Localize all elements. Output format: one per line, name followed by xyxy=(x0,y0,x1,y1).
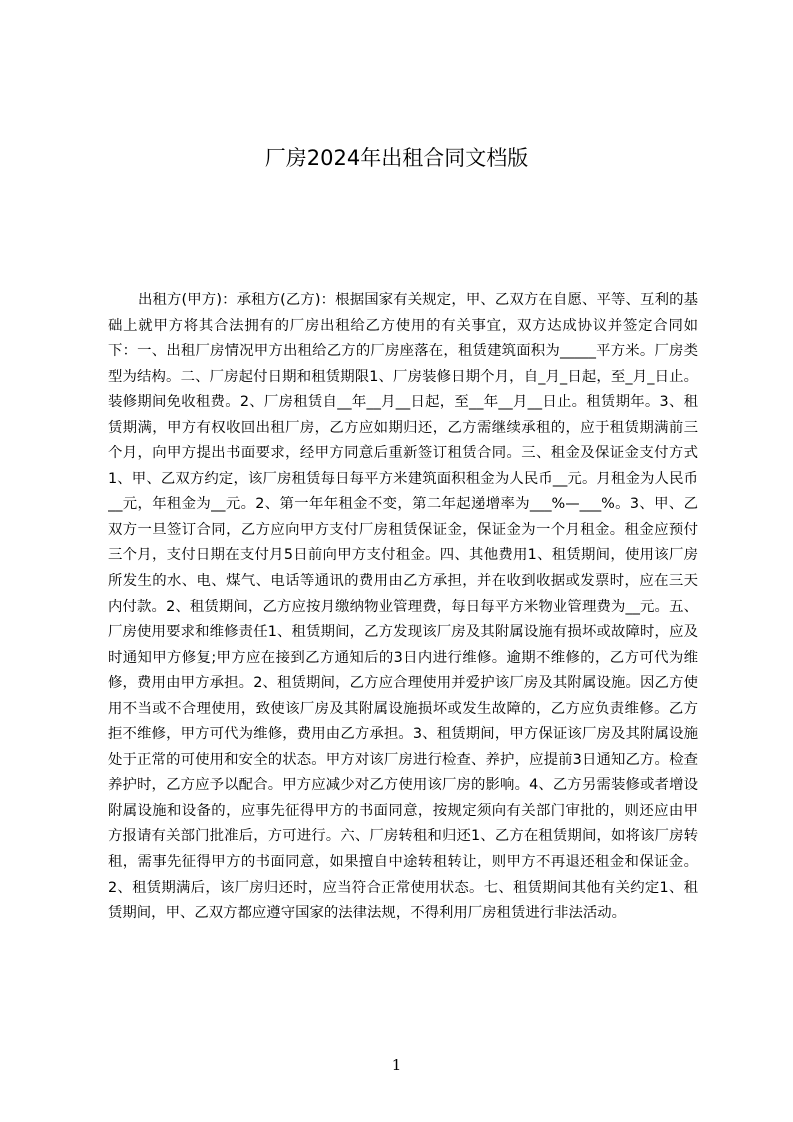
document-body: 出租方(甲方)：承租方(乙方)：根据国家有关规定，甲、乙双方在自愿、平等、互利的基础上就甲方将其合法拥有的厂房出租给乙方使用的有关事宜，双方达成协议并签定合同如下：一、出租厂房情况甲方出租给乙方的厂房座落在，租赁建筑面积为_____平方米。厂房类型为结构。二、厂房起付日期和租赁期限1、厂房装修日期个月，自_月_日起，至_月_日止。装修期间免收租费。2、厂房租赁自__年__月__日起，至__年__月__日止。租赁期年。3、租赁期满，甲方有权收回出租厂房，乙方应如期归还，乙方需继续承租的，应于租赁期满前三个月，向甲方提出书面要求，经甲方同意后重新签订租赁合同。三、租金及保证金支付方式1、甲、乙双方约定，该厂房租赁每日每平方米建筑面积租金为人民币__元。月租金为人民币__元，年租金为__元。2、第一年年租金不变，第二年起递增率为___%—___%。3、甲、乙双方一旦签订合同，乙方应向甲方支付厂房租赁保证金，保证金为一个月租金。租金应预付三个月，支付日期在支付月5日前向甲方支付租金。四、其他费用1、租赁期间，使用该厂房所发生的水、电、煤气、电话等通讯的费用由乙方承担，并在收到收据或发票时，应在三天内付款。2、租赁期间，乙方应按月缴纳物业管理费，每日每平方米物业管理费为__元。五、厂房使用要求和维修责任1、租赁期间，乙方发现该厂房及其附属设施有损坏或故障时，应及时通知甲方修复;甲方应在接到乙方通知后的3日内进行维修。逾期不维修的，乙方可代为维修，费用由甲方承担。2、租赁期间，乙方应合理使用并爱护该厂房及其附属设施。因乙方使用不当或不合理使用，致使该厂房及其附属设施损坏或发生故障的，乙方应负责维修。乙方拒不维修，甲方可代为维修，费用由乙方承担。3、租赁期间，甲方保证该厂房及其附属设施处于正常的可使用和安全的状态。甲方对该厂房进行检查、养护，应提前3日通知乙方。检查养护时，乙方应予以配合。甲方应减少对乙方使用该厂房的影响。4、乙方另需装修或者增设附属设施和设备的，应事先征得甲方的书面同意，按规定须向有关部门审批的，则还应由甲方报请有关部门批准后，方可进行。六、厂房转租和归还1、乙方在租赁期间，如将该厂房转租，需事先征得甲方的书面同意，如果擅自中途转租转让，则甲方不再退还租金和保证金。2、租赁期满后，该厂房归还时，应当符合正常使用状态。七、租赁期间其他有关约定1、租赁期间，甲、乙双方都应遵守国家的法律法规，不得利用厂房租赁进行非法活动。 xyxy=(108,292,698,922)
page-number: 1 xyxy=(391,1056,402,1074)
document-title: 厂房2024年出租合同文档版 xyxy=(264,146,529,170)
